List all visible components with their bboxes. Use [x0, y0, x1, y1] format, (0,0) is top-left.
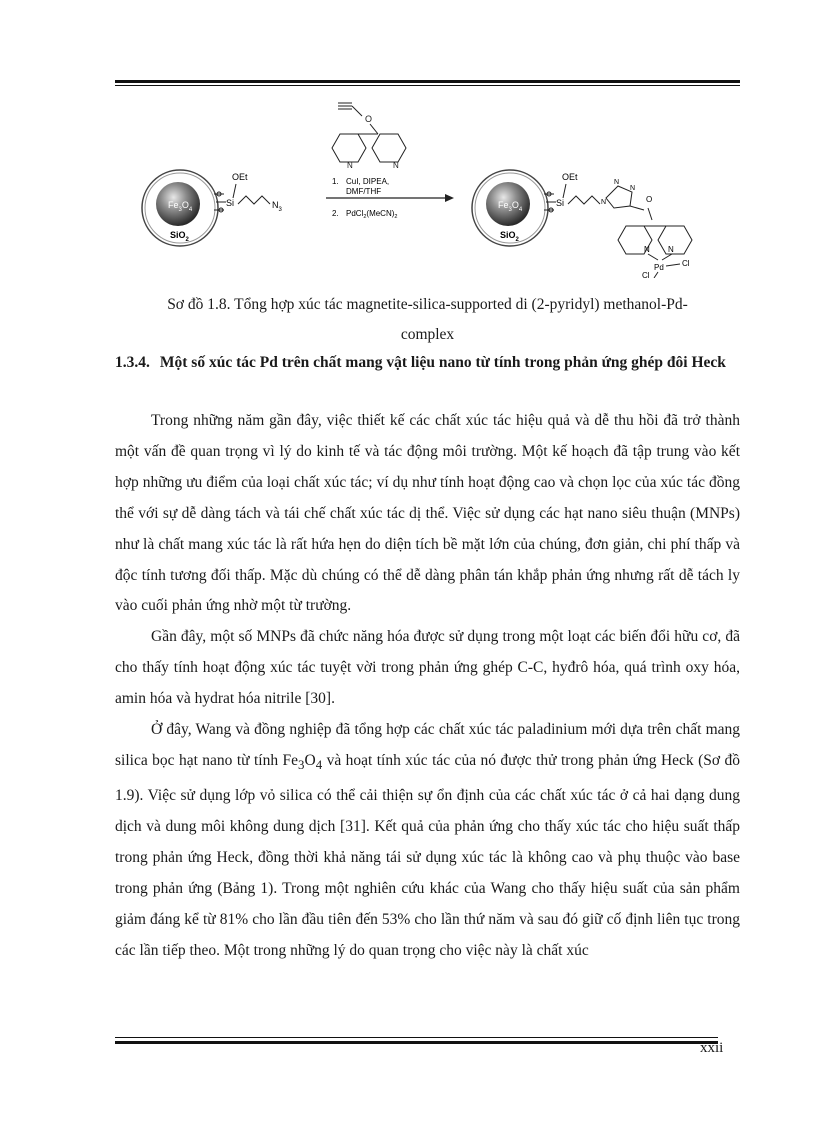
reagents-step2: $PdCl_2(MeCN)_2$ — [346, 209, 398, 220]
cl-label-2: Cl — [642, 271, 650, 278]
oet-left: OEt — [232, 172, 248, 182]
svg-text:N: N — [668, 245, 674, 254]
reaction-scheme — [140, 98, 740, 278]
header-rule-thin — [115, 85, 740, 86]
left-nanoparticle — [142, 170, 283, 246]
caption-line-1: Sơ đồ 1.8. Tổng hợp xúc tác magnetite-silica-supported di (2-pyridyl) methanol-Pd- — [167, 296, 688, 313]
svg-text:N: N — [393, 161, 399, 170]
paragraph-1: Trong những năm gần đây, việc thiết kế các chất xúc tác hiệu quả và dễ thu hồi đã trở thành một vấn đề quan trọng vì lý do kinh tế và tác động môi trường. Một kế hoạch đã tập trung vào kết hợp những ưu điểm của loại chất xúc tác; ví dụ như tính hoạt động cao và chọn lọc của xúc tác đồng thể với sự dễ dàng tách và tái chế chất xúc tác dị thể. Việc sử dụng các hạt nano siêu thuận (MNPs) như là chất mang xúc tác là rất hứa hẹn do diện tích bề mặt lớn của chúng, đơn giản, chi phí thấp và độc tính tương đối thấp. Mặc dù chúng có thể dễ dàng phân tán khắp phản ứng nhưng rất dễ tách ly vào cuối phản ứng nhờ một từ trường. — [115, 412, 740, 615]
paragraph-3: Ở đây, Wang và đồng nghiệp đã tổng hợp các chất xúc tác paladinium mới dựa trên chất mang silica bọc hạt nano từ tính $Fe_3O_4$ và hoạt tính xúc tác của nó được thử trong phản ứng Heck (Sơ đồ 1.9). Việc sử dụng lớp vỏ silica có thể cải thiện sự ổn định của các chất xúc tác ở cả hai dạng dung dịch và dung môi không dung dịch [31]. Kết quả của phản ứng cho thấy xúc tác cho hiệu suất thấp trong phản ứng Heck, đồng thời khả năng tái sử dụng xúc tác là không cao và phụ thuộc vào base trong phản ứng (Bảng 1). Trong một nghiên cứu khác của Wang cho thấy hiệu suất của sản phẩm giảm đáng kể từ 81% cho lần đầu tiên đến 53% cho lần thứ năm và sau đó giữ cố định liên tục trong các lần tiếp theo. Một trong những lý do quan trọng cho việc này là chất xúc — [115, 721, 740, 959]
sio2-left-label: SiO$_2$ — [170, 230, 189, 243]
footer-rule-thick — [115, 1041, 718, 1044]
svg-text:O: O — [646, 195, 653, 204]
svg-text:O: O — [365, 114, 373, 124]
step1-label: 1. — [332, 177, 339, 186]
paragraph-2: Gần đây, một số MNPs đã chức năng hóa được sử dụng trong một loạt các biến đổi hữu cơ, đã cho thấy tính hoạt động xúc tác tuyệt vời trong phản ứng ghép C-C, hyđrô hóa, quá trình oxy hóa, amin hóa và hydrat hóa nitrile [30]. — [115, 628, 740, 708]
section-title: Một số xúc tác Pd trên chất mang vật liệu nano từ tính trong phản ứng ghép đôi Heck — [159, 354, 726, 371]
alkyne-reagent-structure — [332, 103, 406, 170]
svg-text:N: N — [630, 185, 636, 192]
n3-label: $N_3$ — [272, 200, 282, 213]
reagents-step1-a: CuI, DIPEA, — [346, 177, 390, 186]
svg-text:N: N — [347, 161, 353, 170]
si-right: Si — [556, 198, 565, 208]
fe3o4-left-label: $Fe_3O_4$ — [168, 200, 193, 213]
svg-text:N: N — [601, 199, 607, 206]
svg-text:N: N — [644, 245, 650, 254]
step2-label: 2. — [332, 209, 339, 218]
cl-label-1: Cl — [682, 259, 690, 268]
figure-caption — [115, 290, 740, 350]
pd-label: Pd — [654, 263, 664, 272]
fe3o4-right-label: $Fe_3O_4$ — [498, 200, 523, 213]
section-number: 1.3.4. — [115, 354, 150, 371]
si-left: Si — [226, 198, 235, 208]
right-nanoparticle — [472, 170, 692, 278]
section-heading — [115, 348, 740, 378]
sio2-right-label: SiO$_2$ — [500, 230, 519, 243]
caption-line-2: complex — [400, 326, 455, 343]
page-number: xxii — [700, 1040, 724, 1056]
reaction-arrow — [326, 177, 454, 220]
svg-text:N: N — [614, 179, 620, 186]
oet-right: OEt — [562, 172, 578, 182]
reagents-step1-b: DMF/THF — [346, 187, 382, 196]
body-text — [115, 406, 740, 966]
header-rule-thick — [115, 80, 740, 83]
footer-rule-thin — [115, 1037, 718, 1038]
